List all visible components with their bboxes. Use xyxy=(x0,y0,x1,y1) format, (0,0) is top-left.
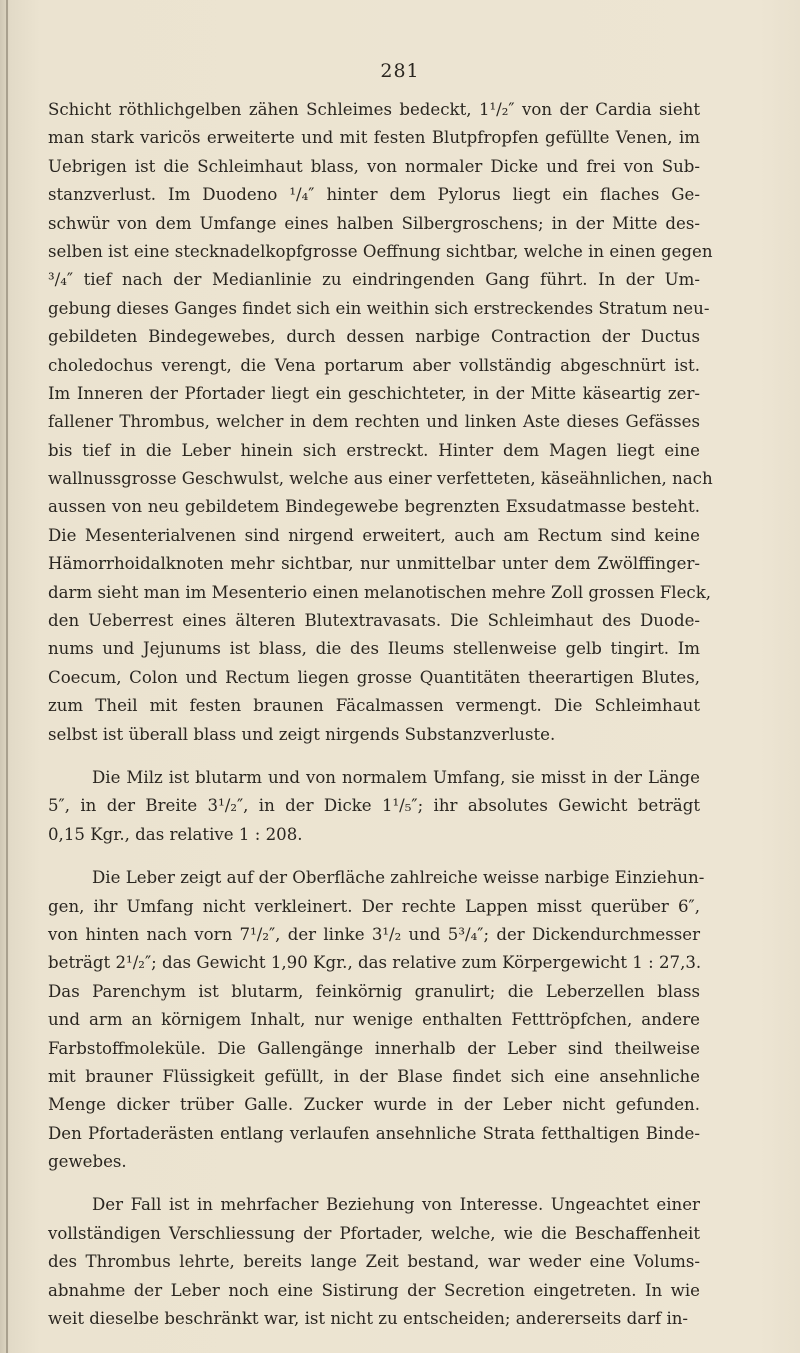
text-line: Das Parenchym ist blutarm, feinkörnig granulirt; die Leberzellen blass xyxy=(48,981,700,1001)
text-line: und arm an körnigem Inhalt, nur wenige enthalten Fetttröpfchen, andere xyxy=(48,1010,700,1030)
text-line: vollständigen Verschliessung der Pfortader, welche, wie die Beschaffenheit xyxy=(48,1223,700,1243)
page-number: 281 xyxy=(380,60,420,82)
text-line: beträgt 2¹/₂″; das Gewicht 1,90 Kgr., das relative zum Körpergewicht 1 : 27,3. xyxy=(48,953,702,973)
paragraph xyxy=(48,1191,700,1333)
text-line: gebung dieses Ganges findet sich ein weithin sich erstreckendes Stratum neu- xyxy=(48,298,710,318)
text-line: Den Pfortaderästen entlang verlaufen ansehnliche Strata fetthaltigen Binde- xyxy=(48,1123,700,1143)
text-line: Coecum, Colon und Rectum liegen grosse Quantitäten theerartigen Blutes, xyxy=(48,667,700,687)
text-line: man stark varicös erweiterte und mit festen Blutpfropfen gefüllte Venen, im xyxy=(48,128,700,148)
text-line: Menge dicker trüber Galle. Zucker wurde in der Leber nicht gefunden. xyxy=(48,1095,700,1115)
paragraph xyxy=(48,764,700,849)
paragraph-gap xyxy=(48,749,700,764)
text-line: des Thrombus lehrte, bereits lange Zeit bestand, war weder eine Volums- xyxy=(48,1252,700,1272)
text-line: abnahme der Leber noch eine Sistirung der Secretion eingetreten. In wie xyxy=(48,1280,700,1300)
text-line: Schicht röthlichgelben zähen Schleimes bedeckt, 1¹/₂″ von der Cardia sieht xyxy=(48,100,700,119)
paragraph-gap xyxy=(48,1176,700,1191)
text-line: gewebes. xyxy=(48,1152,127,1172)
binding-edge xyxy=(6,0,8,1353)
text-line: fallener Thrombus, welcher in dem rechten und linken Aste dieses Gefässes xyxy=(48,412,700,432)
text-line: Die Milz ist blutarm und von normalem Umfang, sie misst in der Länge xyxy=(92,767,700,787)
text-line: Im Inneren der Pfortader liegt ein geschichteter, in der Mitte käseartig zer- xyxy=(48,383,700,403)
text-line: gebildeten Bindegewebes, durch dessen narbige Contraction der Ductus xyxy=(48,327,700,347)
text-line: ³/₄″ tief nach der Medianlinie zu eindringenden Gang führt. In der Um- xyxy=(48,270,700,290)
text-line: 0,15 Kgr., das relative 1 : 208. xyxy=(48,824,303,844)
text-line: weit dieselbe beschränkt war, ist nicht zu entscheiden; andererseits darf in- xyxy=(48,1309,689,1329)
text-line: bis tief in die Leber hinein sich erstreckt. Hinter dem Magen liegt eine xyxy=(48,440,700,460)
paragraph xyxy=(48,864,705,1176)
text-line: Die Leber zeigt auf der Oberfläche zahlreiche weisse narbige Einziehun- xyxy=(92,868,705,888)
text-line: Der Fall ist in mehrfacher Beziehung von Interesse. Ungeachtet einer xyxy=(92,1195,700,1215)
text-line: zum Theil mit festen braunen Fäcalmassen vermengt. Die Schleimhaut xyxy=(48,696,700,716)
paragraph xyxy=(48,96,713,749)
text-line: wallnussgrosse Geschwulst, welche aus einer verfetteten, käseähnlichen, nach xyxy=(48,469,713,489)
text-line: Hämorrhoidalknoten mehr sichtbar, nur unmittelbar unter dem Zwölffinger- xyxy=(48,554,700,574)
text-line: schwür von dem Umfange eines halben Silbergroschens; in der Mitte des- xyxy=(48,213,700,233)
text-line: Farbstoffmoleküle. Die Gallengänge innerhalb der Leber sind theilweise xyxy=(48,1038,700,1058)
paragraph-gap xyxy=(48,849,700,864)
text-line: darm sieht man im Mesenterio einen melanotischen mehre Zoll grossen Fleck, xyxy=(48,582,712,602)
text-line: aussen von neu gebildetem Bindegewebe begrenzten Exsudatmasse besteht. xyxy=(48,497,700,517)
text-line: choledochus verengt, die Vena portarum aber vollständig abgeschnürt ist. xyxy=(48,355,700,375)
text-line: nums und Jejunums ist blass, die des Ileums stellenweise gelb tingirt. Im xyxy=(48,639,700,659)
text-line: den Ueberrest eines älteren Blutextravasats. Die Schleimhaut des Duode- xyxy=(48,611,700,631)
text-line: selbst ist überall blass und zeigt nirgends Substanzverluste. xyxy=(48,724,556,744)
text-line: selben ist eine stecknadelkopfgrosse Oeffnung sichtbar, welche in einen gegen xyxy=(48,241,713,261)
text-line: mit brauner Flüssigkeit gefüllt, in der Blase findet sich eine ansehnliche xyxy=(48,1066,700,1086)
text-line: Uebrigen ist die Schleimhaut blass, von normaler Dicke und frei von Sub- xyxy=(48,156,700,176)
text-line: 5″, in der Breite 3¹/₂″, in der Dicke 1¹/₅″; ihr absolutes Gewicht beträgt xyxy=(48,796,700,816)
body-text xyxy=(48,96,713,1333)
text-line: gen, ihr Umfang nicht verkleinert. Der rechte Lappen misst querüber 6″, xyxy=(48,896,700,916)
text-line: stanzverlust. Im Duodeno ¹/₄″ hinter dem Pylorus liegt ein flaches Ge- xyxy=(48,185,700,205)
text-line: Die Mesenterialvenen sind nirgend erweitert, auch am Rectum sind keine xyxy=(48,525,700,545)
text-line: von hinten nach vorn 7¹/₂″, der linke 3¹/₂ und 5³/₄″; der Dickendurchmesser xyxy=(48,924,700,944)
